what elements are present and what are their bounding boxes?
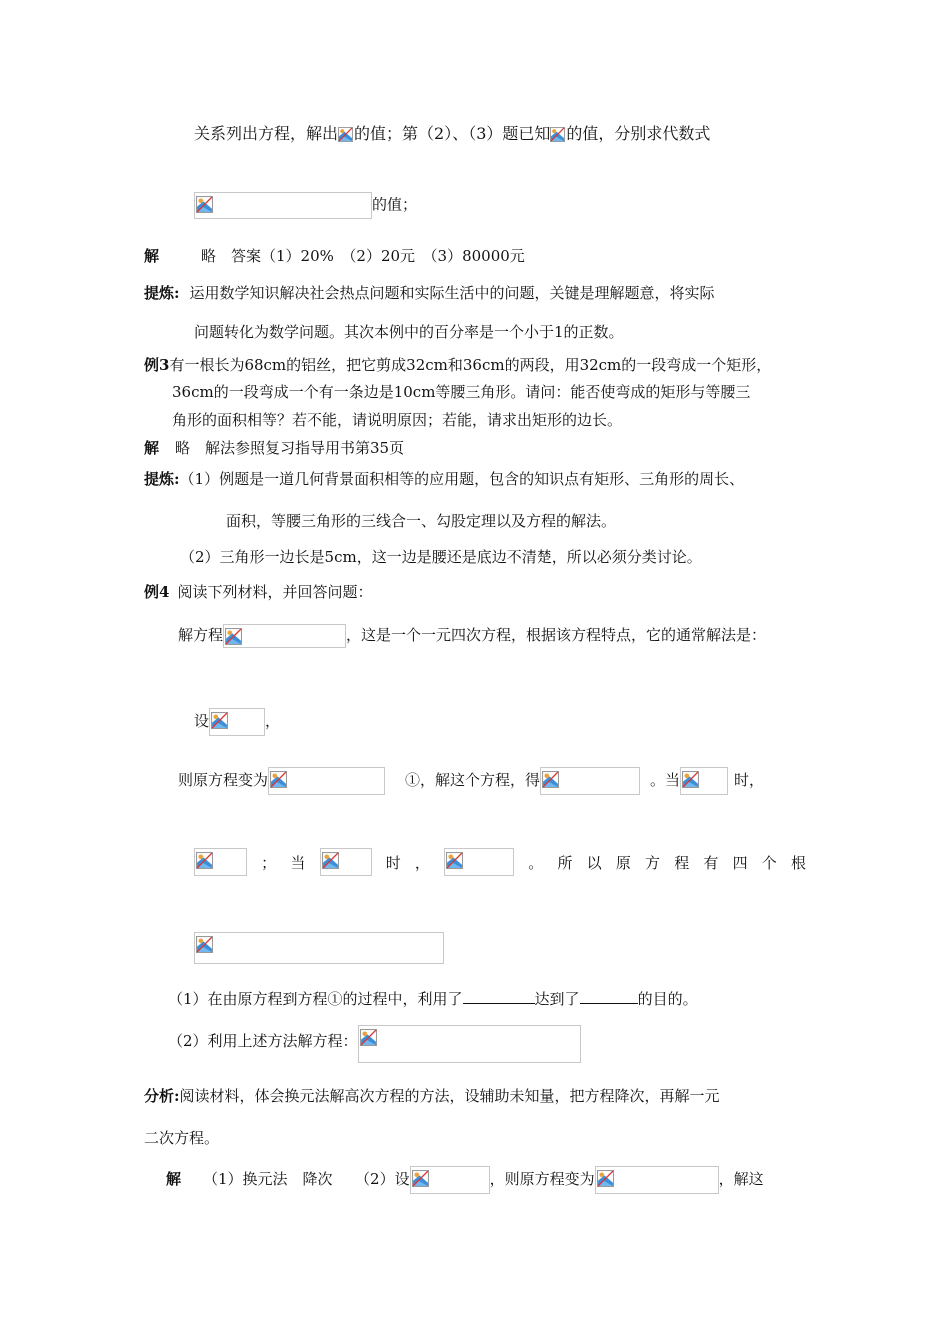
solution-line: 解 略 解法参照复习指导用书第35页: [144, 439, 405, 457]
example-line: 则原方程变为 ①，解这个方程，得 。当 时，: [178, 767, 764, 795]
broken-image-icon: [209, 708, 265, 736]
broken-image-icon: [540, 767, 640, 795]
example-line: 例4 阅读下列材料，并回答问题：: [144, 583, 373, 601]
example-line: 36cm的一段弯成一个有一条边是10cm等腰三角形。请问：能否使弯成的矩形与等腰三: [172, 383, 751, 401]
broken-image-icon: [410, 1166, 490, 1194]
broken-image-icon: [358, 1025, 581, 1063]
broken-image-icon: [194, 932, 444, 964]
broken-image-icon: [223, 624, 346, 648]
broken-image-icon: [194, 848, 247, 876]
solution-line: 解 （1）换元法 降次 （2）设 ，则原方程变为 ，解这: [166, 1166, 764, 1194]
summary-line: 面积，等腰三角形的三线合一、勾股定理以及方程的解法。: [226, 512, 617, 530]
analysis-line: 分析:阅读材料，体会换元法解高次方程的方法，设辅助未知量，把方程降次，再解一元: [144, 1087, 720, 1105]
summary-line: 问题转化为数学问题。其次本例中的百分率是一个小于1的正数。: [194, 323, 624, 341]
example-line: 例3有一根长为68cm的铝丝，把它剪成32cm和36cm的两段，用32cm的一段弯成一个矩形，: [144, 356, 772, 374]
example-line: ； 当 时 ， 。 所 以 原 方 程 有 四 个 根: [194, 848, 806, 876]
answer-blank[interactable]: [463, 989, 535, 1004]
solution-line: 解 略 答案（1）20% （2）20元 （3）80000元: [144, 247, 525, 265]
broken-image-icon: [550, 125, 566, 145]
paragraph-line: 关系列出方程，解出 的值；第（2）、（3）题已知 的值，分别求代数式: [194, 124, 711, 143]
example-line: 解方程 ，这是一个一元四次方程，根据该方程特点，它的通常解法是：: [178, 624, 766, 648]
broken-image-icon: [680, 767, 728, 795]
summary-line: 提炼: 运用数学知识解决社会热点问题和实际生活中的问题，关键是理解题意，将实际: [144, 284, 715, 302]
broken-image-icon: [444, 848, 514, 876]
example-line: [194, 932, 444, 964]
broken-image-icon: [595, 1166, 719, 1194]
analysis-line: 二次方程。: [144, 1129, 220, 1147]
broken-image-icon: [338, 125, 354, 145]
broken-image-icon: [320, 848, 372, 876]
summary-line: 提炼:（1）例题是一道几何背景面积相等的应用题，包含的知识点有矩形、三角形的周长、: [144, 470, 745, 488]
summary-line: （2）三角形一边长是5cm，这一边是腰还是底边不清楚，所以必须分类讨论。: [180, 548, 702, 566]
example-line: 设 ，: [194, 708, 280, 736]
example-line: 角形的面积相等？若不能，请说明原因；若能，请求出矩形的边长。: [172, 411, 623, 429]
paragraph-line: 的值；: [194, 192, 417, 219]
broken-image-icon: [194, 192, 372, 219]
question-line: （1）在由原方程到方程①的过程中，利用了 达到了 的目的。: [168, 990, 698, 1008]
broken-image-icon: [268, 767, 385, 795]
question-line: （2）利用上述方法解方程：: [168, 1031, 581, 1063]
answer-blank[interactable]: [580, 989, 638, 1004]
